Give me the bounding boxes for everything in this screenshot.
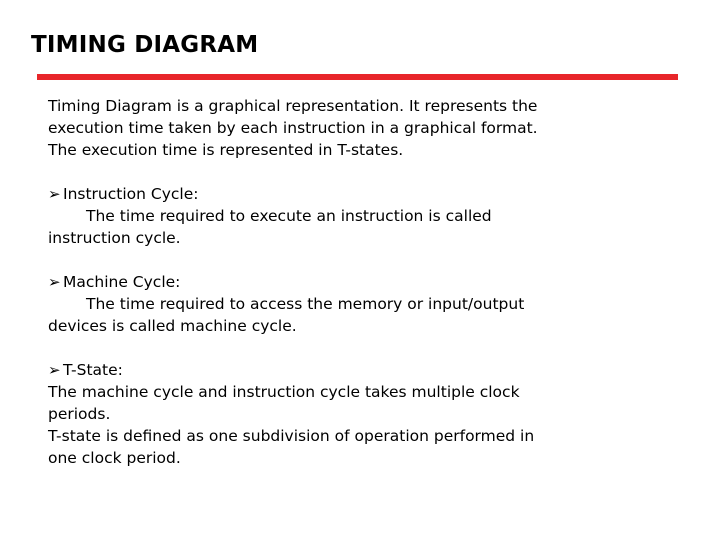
section-line: instruction cycle. xyxy=(48,229,181,247)
section-heading xyxy=(48,359,708,381)
section-heading xyxy=(48,271,708,293)
section-line xyxy=(48,205,708,227)
intro-paragraph xyxy=(48,95,708,161)
slide-title: TIMING DIAGRAM xyxy=(31,32,259,58)
section-line: periods. xyxy=(48,405,111,423)
section-line xyxy=(48,293,708,315)
section-line: one clock period. xyxy=(48,449,181,467)
section-heading-text: T-State: xyxy=(63,361,123,379)
arrow-bullet-icon: ➢ xyxy=(48,185,61,203)
section-line-text: The time required to access the memory or input/output xyxy=(86,295,525,313)
section-heading xyxy=(48,183,708,205)
section-line: The machine cycle and instruction cycle takes multiple clock xyxy=(48,383,520,401)
section-line-text: The time required to execute an instruction is called xyxy=(86,207,492,225)
arrow-bullet-icon: ➢ xyxy=(48,361,61,379)
section-machine-cycle xyxy=(48,271,708,337)
arrow-bullet-icon: ➢ xyxy=(48,273,61,291)
intro-line: The execution time is represented in T-states. xyxy=(48,141,404,159)
section-t-state xyxy=(48,359,708,469)
section-line: devices is called machine cycle. xyxy=(48,317,297,335)
intro-line: Timing Diagram is a graphical representation. It represents the xyxy=(48,97,538,115)
section-instruction-cycle xyxy=(48,183,708,249)
slide-body xyxy=(48,95,708,469)
section-heading-text: Machine Cycle: xyxy=(63,273,181,291)
intro-line: execution time taken by each instruction in a graphical format. xyxy=(48,119,538,137)
section-line: T-state is defined as one subdivision of operation performed in xyxy=(48,427,535,445)
title-underline-rule xyxy=(37,74,678,80)
section-heading-text: Instruction Cycle: xyxy=(63,185,199,203)
